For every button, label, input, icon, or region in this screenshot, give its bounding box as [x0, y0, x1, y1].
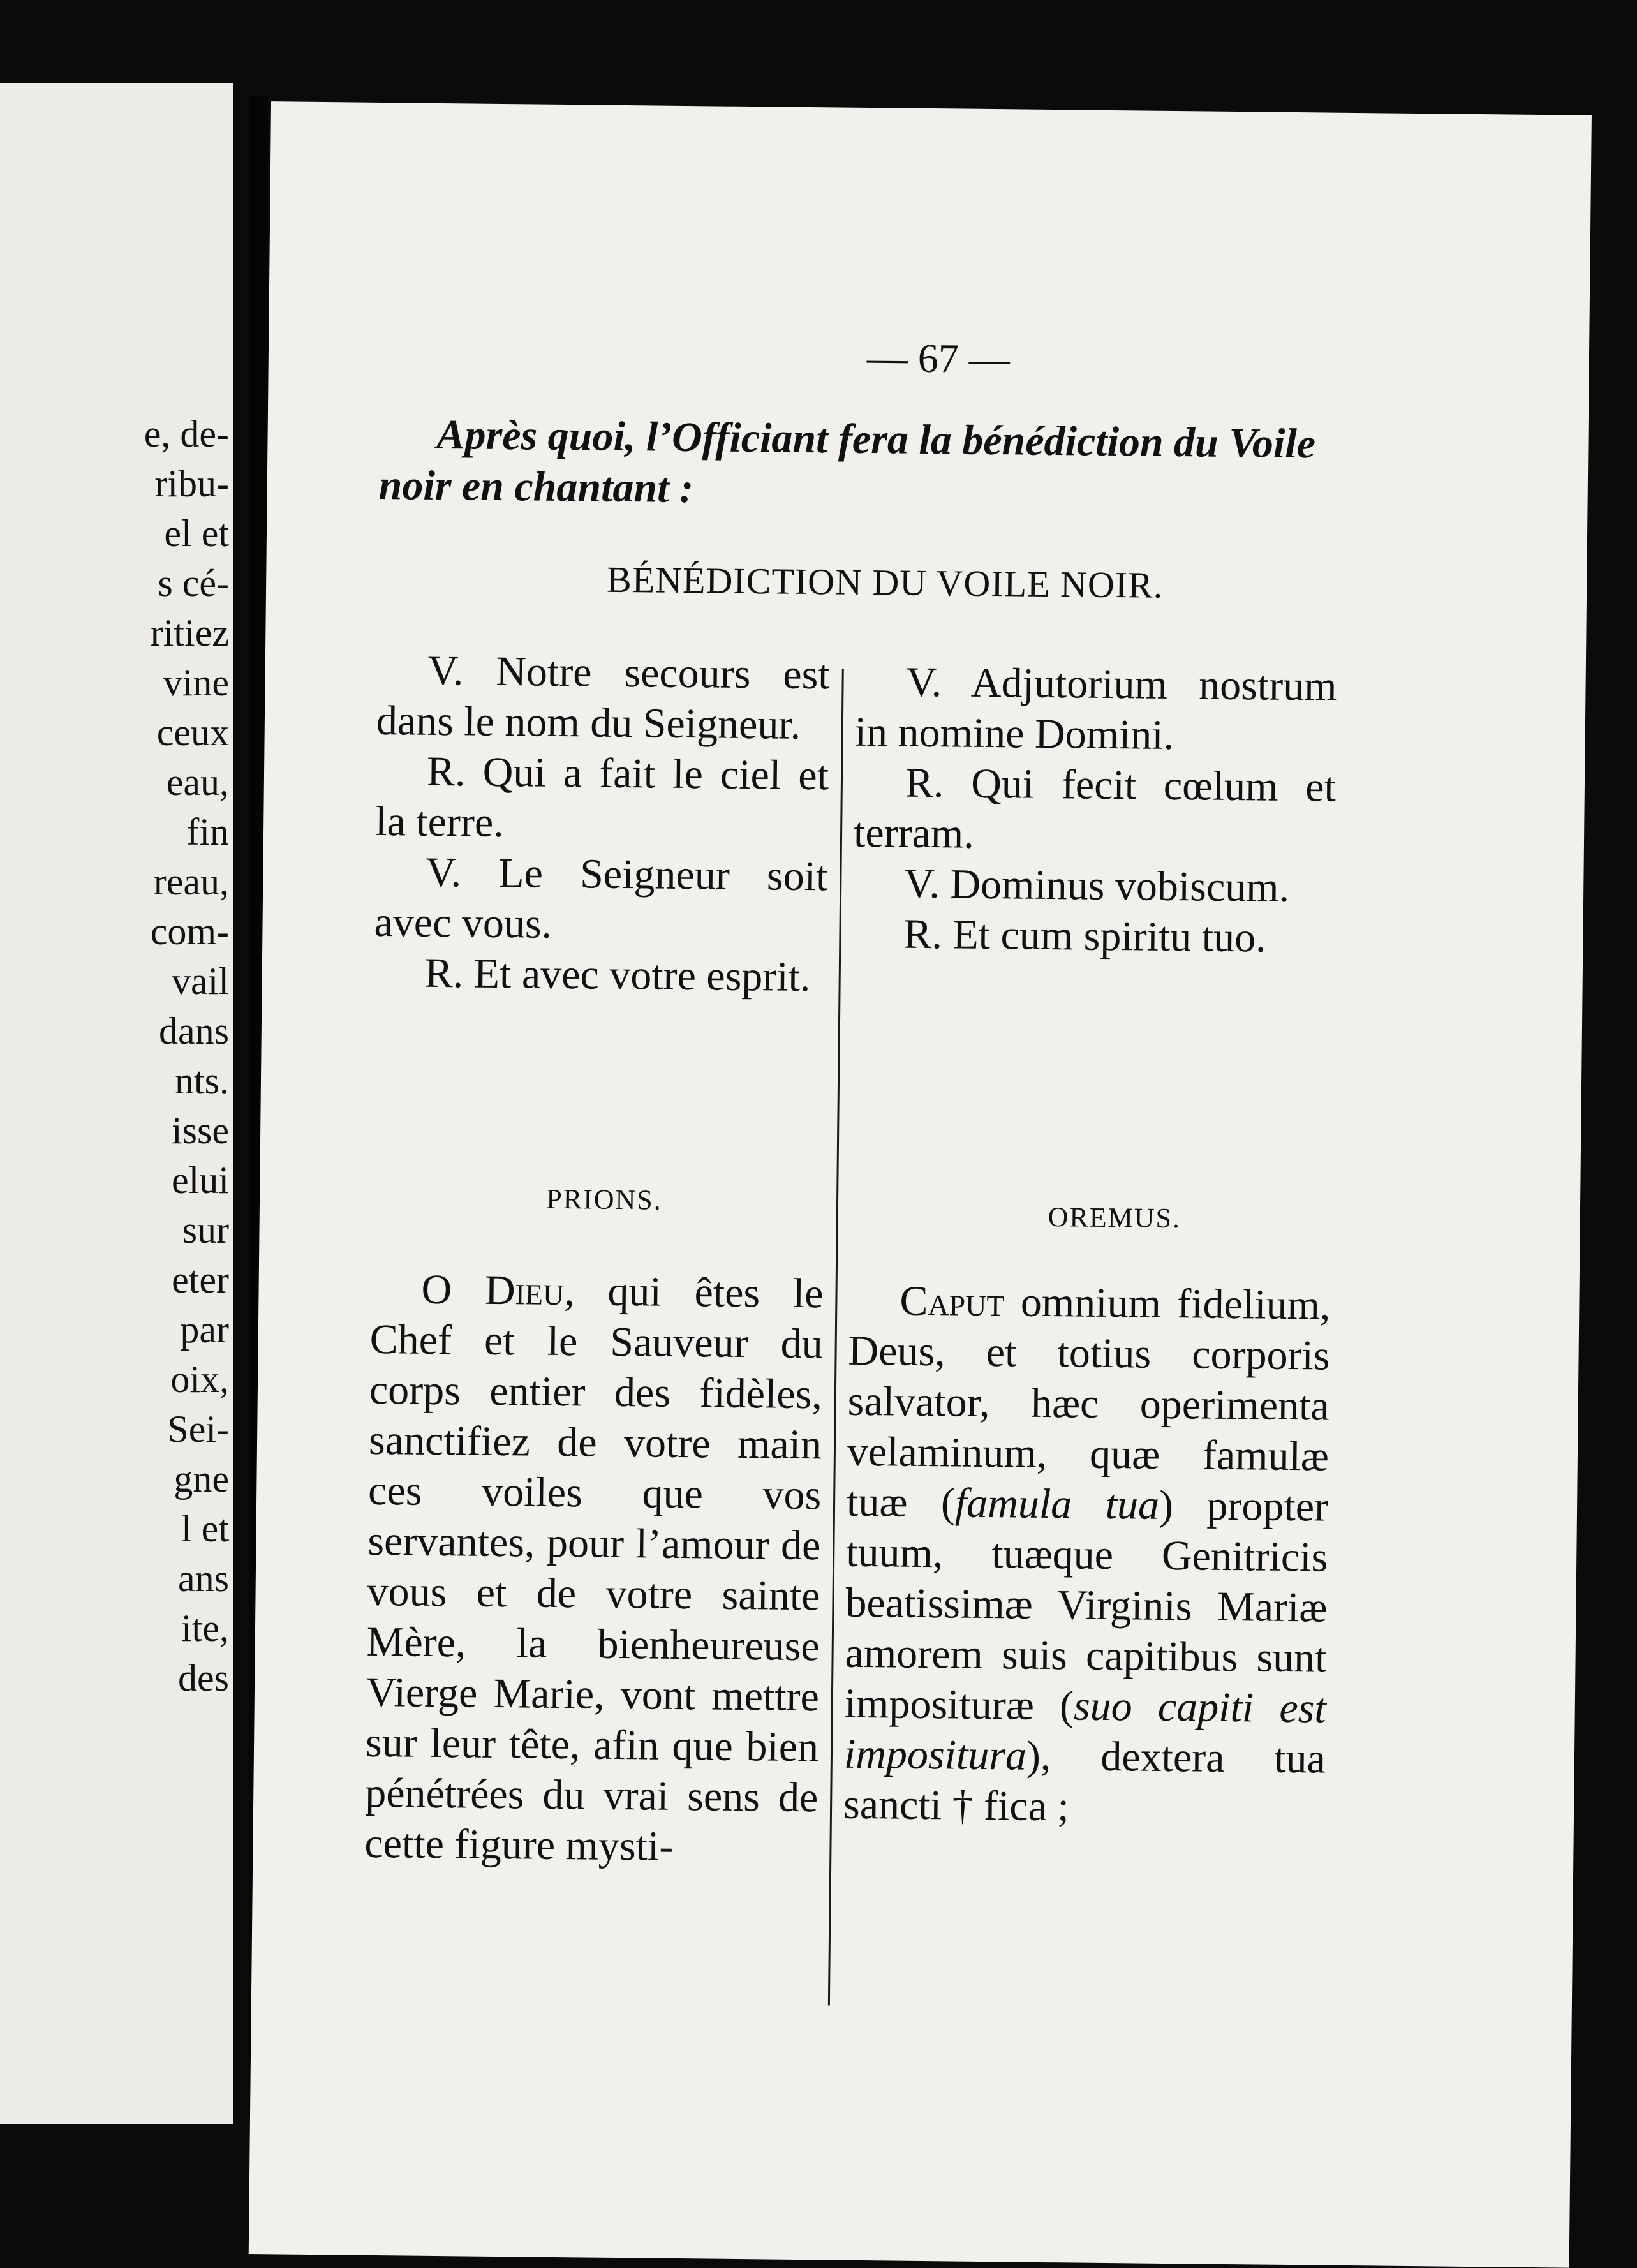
left-page-line: el et — [164, 512, 229, 554]
left-page-line: fin — [186, 811, 229, 853]
response: R. Et avec votre esprit. — [424, 949, 811, 1001]
left-page-line: dans — [159, 1010, 229, 1052]
left-page-line: isse — [172, 1109, 229, 1152]
versicle: V. Adjutorium nostrum in nomine Domini. — [854, 658, 1337, 759]
prayer-italic: famula tua — [954, 1479, 1160, 1529]
left-page-line: e, de- — [144, 413, 229, 455]
left-page-line: sur — [182, 1209, 229, 1251]
left-page-line: com- — [150, 910, 229, 952]
left-page-line: eau, — [166, 761, 229, 803]
left-page-line: oix, — [170, 1358, 229, 1400]
left-page-line: vine — [163, 662, 229, 704]
versicle: V. Notre secours est dans le nom du Seigneur. — [376, 647, 831, 748]
prayer-lead: O Dieu, — [421, 1266, 575, 1315]
rubric-instruction: Après quoi, l’Officiant fera la bénédiction du Voile noir en chantant : — [378, 411, 1316, 512]
column-divider — [828, 669, 844, 2006]
left-page-line: ritiez — [150, 612, 229, 654]
left-page-line: l et — [181, 1508, 229, 1550]
prayer-title-latin: OREMUS. — [1048, 1201, 1181, 1234]
prayer-text: qui êtes le Chef et le Sauveur du corps entier des fidèles, sanctifiez de votre main ces voiles que vos servantes, pour l’amour de vous et de votre sainte Mère, la bienheureuse Vierge Marie, vont mettre sur leur tête, afin que bien pénétrées du vrai sens de cette figure mysti- — [364, 1268, 824, 1870]
versicle: V. Dominus vobiscum. — [903, 860, 1290, 911]
left-page-line: reau, — [153, 861, 229, 903]
left-page-line: nts. — [174, 1060, 229, 1102]
page-number: — 67 — — [866, 334, 1011, 382]
left-page-line: Sei- — [167, 1408, 229, 1450]
french-versicles — [373, 645, 830, 1002]
response: R. Et cum spiritu tuo. — [903, 910, 1267, 961]
left-page-line: ite, — [181, 1607, 229, 1649]
versicle: V. Le Seigneur soit avec vous. — [374, 849, 828, 947]
left-page-line: par — [180, 1308, 229, 1351]
left-page-line: vail — [172, 960, 229, 1002]
prayer-title-french: PRIONS. — [546, 1183, 663, 1216]
left-page-line: gne — [174, 1458, 229, 1500]
left-page-line: eter — [172, 1259, 229, 1301]
prayer-text: ), dextera tua sancti † fica ; — [843, 1732, 1326, 1830]
prayer-lead: Caput — [900, 1277, 1005, 1326]
section-title: BÉNÉDICTION DU VOILE NOIR. — [606, 558, 1164, 606]
latin-prayer — [843, 1275, 1331, 1835]
main-page — [249, 101, 1592, 2267]
prayer-text: ) propter tuum, tuæque Genitricis beatissimæ Virginis Mariæ amorem suis capitibus sunt imposituræ ( — [844, 1481, 1329, 1730]
response: R. Qui fecit cœlum et terram. — [853, 759, 1337, 857]
left-page-line: des — [178, 1657, 229, 1699]
left-page-line: ans — [178, 1557, 229, 1599]
french-prayer — [364, 1264, 824, 1873]
left-page-line: ceux — [156, 711, 229, 753]
prayer-italic: suo capiti est impositura — [843, 1682, 1327, 1779]
left-page-line: elui — [172, 1159, 229, 1201]
left-page-line: s cé- — [158, 562, 229, 604]
left-page-fragment — [0, 83, 233, 2124]
latin-versicles — [852, 656, 1337, 964]
response: R. Qui a fait le ciel et la terre. — [374, 748, 829, 847]
prayer-text: omnium fidelium, Deus, et totius corporis salvator, hæc operimenta velaminum, quæ famulæ tuæ ( — [846, 1279, 1331, 1527]
left-page-line: ribu- — [154, 463, 229, 505]
